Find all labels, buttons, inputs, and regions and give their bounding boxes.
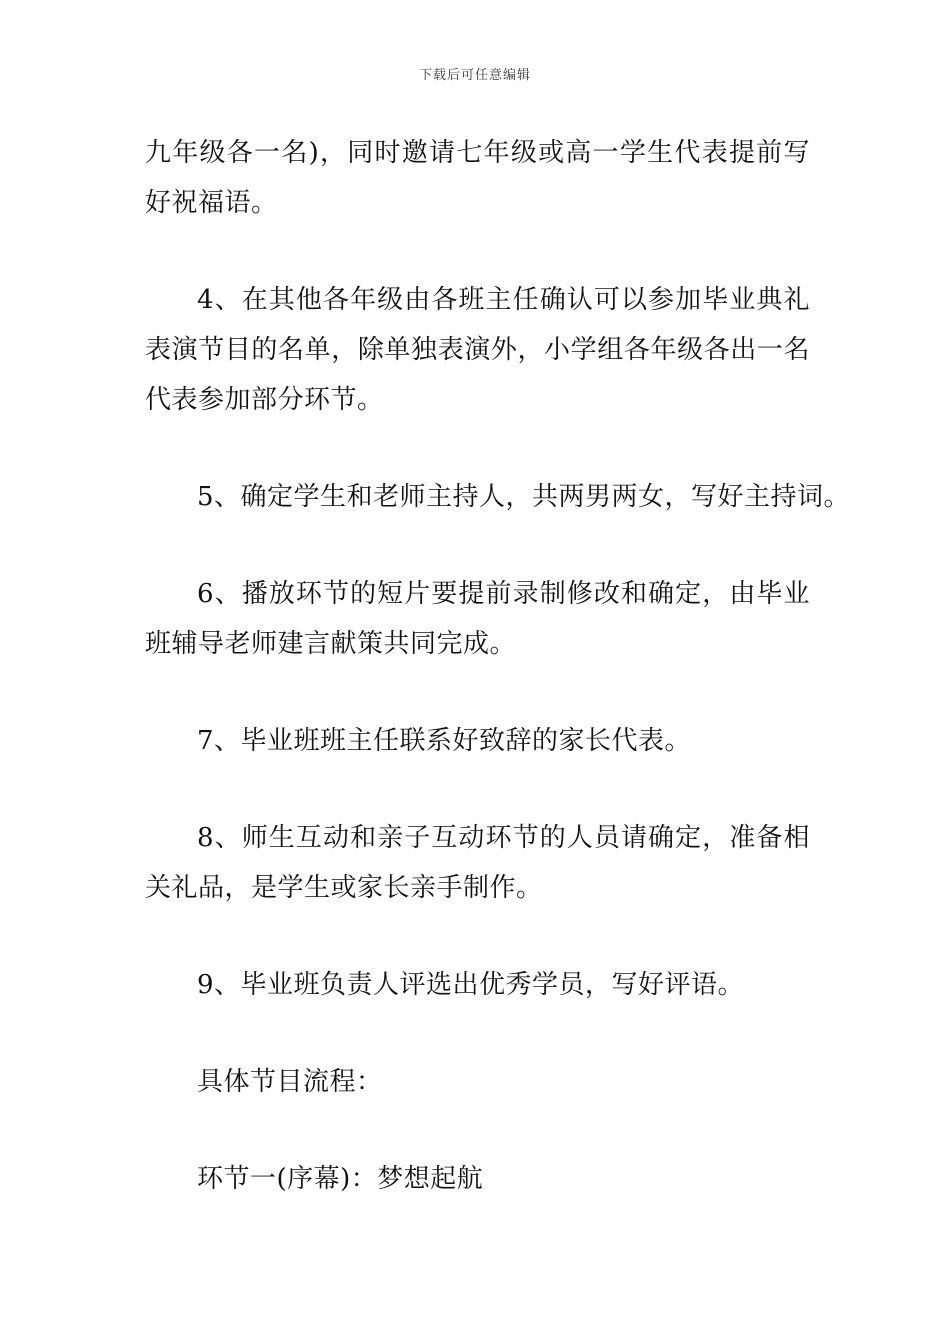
paragraph-continuation: 九年级各一名)，同时邀请七年级或高一学生代表提前写好祝福语。 xyxy=(145,138,810,218)
section-heading-part-one: 环节一(序幕)：梦想起航 xyxy=(197,1164,484,1194)
paragraph-item-7: 7、毕业班班主任联系好致辞的家长代表。 xyxy=(197,726,692,756)
paragraph-item-6: 6、播放环节的短片要提前录制修改和确定，由毕业班辅导老师建言献策共同完成。 xyxy=(145,579,810,659)
paragraph-item-5: 5、确定学生和老师主持人，共两男两女，写好主持词。 xyxy=(197,482,851,512)
paragraph-item-4: 4、在其他各年级由各班主任确认可以参加毕业典礼表演节目的名单，除单独表演外，小学组各年级各出一名代表参加部分环节。 xyxy=(145,285,810,415)
section-heading-program: 具体节目流程： xyxy=(197,1067,383,1097)
paragraph-item-8: 8、师生互动和亲子互动环节的人员请确定，准备相关礼品，是学生或家长亲手制作。 xyxy=(145,823,810,903)
document-body xyxy=(145,128,851,1251)
page-header: 下载后可任意编辑 xyxy=(418,68,531,83)
paragraph-item-9: 9、毕业班负责人评选出优秀学员，写好评语。 xyxy=(197,970,745,1000)
